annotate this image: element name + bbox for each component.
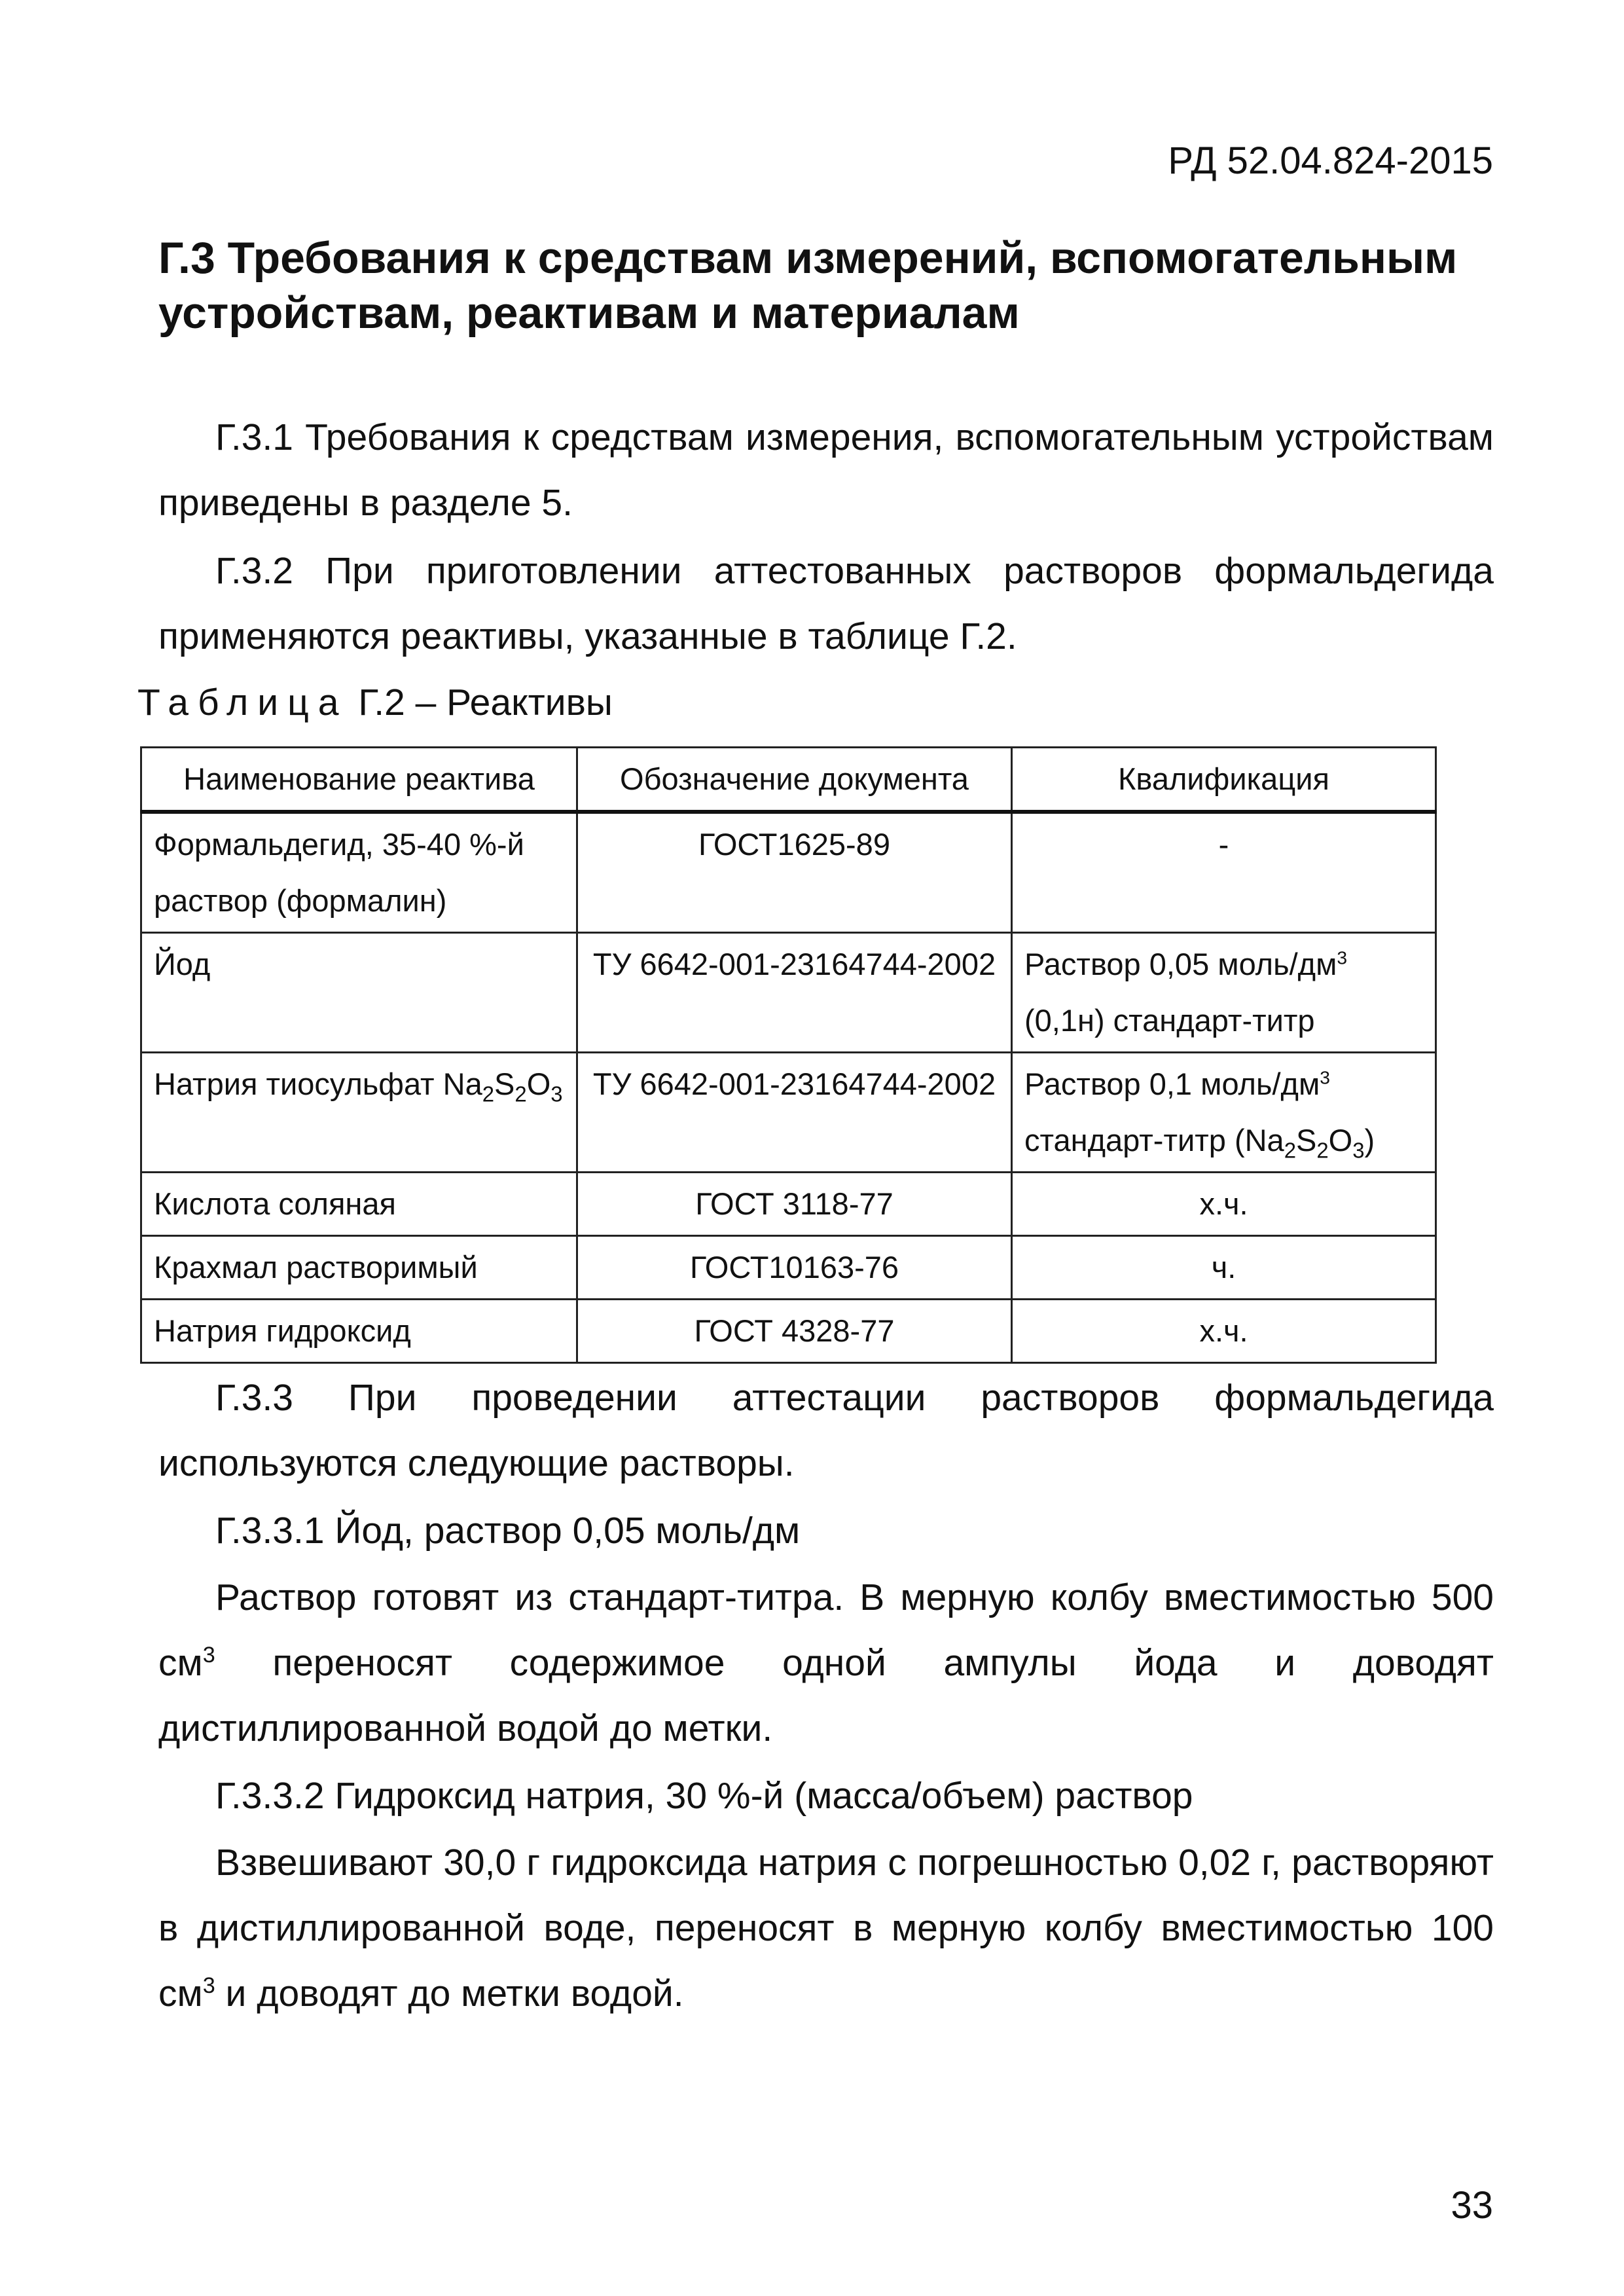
formula-sub-3: 3 [550,1082,563,1106]
qualification-text-rest: (0,1н) стандарт-титр [1024,1003,1315,1038]
paragraph-g-3-3-2 [158,1830,1494,2026]
document-designation: ТУ 6642-001-23164744-2002 [577,933,1012,1053]
paragraph-g-3-2: Г.3.2 При приготовлении аттестованных растворов формальдегида применяются реактивы, указанные в таблице Г.2. [158,550,1494,657]
document-designation: ГОСТ 3118-77 [577,1173,1012,1236]
qualification-text-end: ) [1364,1123,1375,1157]
table-row [141,1236,1436,1300]
qualification [1012,933,1436,1053]
qualification-text: Раствор 0,05 моль/дм [1024,947,1337,981]
paragraph-g-3-3-1 [158,1565,1494,1761]
document-designation: ТУ 6642-001-23164744-2002 [577,1053,1012,1173]
table-caption-word: Таблица [137,682,348,723]
document-designation: ГОСТ10163-76 [577,1236,1012,1300]
formula-sub-2a: 2 [1284,1138,1296,1163]
reagent-name: Формальдегид, 35-40 %-й раствор (формалин) [141,812,577,933]
superscript-3: 3 [1320,1066,1330,1088]
subsection-title-g-3-3-1: Г.3.3.1 Йод, раствор 0,05 моль/дм [215,1510,801,1552]
table-row [141,1300,1436,1363]
qualification: - [1012,812,1436,933]
reagent-name: Йод [141,933,577,1053]
formula-sub-2a: 2 [482,1082,495,1106]
document-designation: ГОСТ 4328-77 [577,1300,1012,1363]
reagent-name: Крахмал растворимый [141,1236,577,1300]
column-header-qualification: Квалификация [1012,748,1436,812]
superscript-3: 3 [202,1973,215,1998]
section-heading-line-2: устройствам, реактивам и материалам [158,288,1020,338]
column-header-reagent: Наименование реактива [141,748,577,812]
paragraph-text: Раствор готовят из стандарт-титра. В мерную колбу вместимостью 500 см [158,1576,1494,1684]
formula-na: Na [1244,1123,1284,1157]
qualification: х.ч. [1012,1300,1436,1363]
table-row [141,1173,1436,1236]
section-heading-line-1: Г.3 Требования к средствам измерений, вспомогательным [158,233,1458,283]
reagent-name [141,1053,577,1173]
table-row [141,812,1436,933]
subsection-title-g-3-3-2: Г.3.3.2 Гидроксид натрия, 30 %-й (масса/объем) раствор [215,1775,1193,1817]
paragraph-g-3-1: Г.3.1 Требования к средствам измерения, вспомогательным устройствам приведены в разделе 5. [158,416,1494,524]
formula-sub-2b: 2 [1316,1138,1329,1163]
reagents-table [140,746,1437,1364]
table-header-row [141,748,1436,812]
qualification-text: Раствор 0,1 моль/дм [1024,1066,1320,1101]
section-heading [158,230,1494,340]
chemical-formula [1244,1123,1365,1163]
formula-s: S [494,1066,515,1101]
qualification: ч. [1012,1236,1436,1300]
formula-s: S [1296,1123,1317,1157]
superscript-3: 3 [1337,947,1348,968]
table-caption [137,681,613,724]
formula-o: O [526,1066,551,1101]
column-header-document: Обозначение документа [577,748,1012,812]
document-designation: ГОСТ1625-89 [577,812,1012,933]
formula-o: O [1328,1123,1353,1157]
paragraph-text-rest: и доводят до метки водой. [215,1973,684,2014]
paragraph-text-rest: переносят содержимое одной ампулы йода и доводят дистиллированной водой до метки. [158,1642,1494,1749]
chemical-formula [442,1066,563,1106]
table-row [141,1053,1436,1173]
qualification [1012,1053,1436,1173]
page-number: 33 [1451,2184,1493,2227]
qualification-text-mid: стандарт-титр ( [1024,1123,1245,1157]
paragraph-text: Взвешивают 30,0 г гидроксида натрия с погрешностью 0,02 г, растворяют в дистиллированной воде, переносят в мерную колбу вместимостью 100 см [158,1842,1494,2014]
formula-na: Na [442,1066,482,1101]
superscript-3: 3 [202,1643,215,1667]
document-code: РД 52.04.824-2015 [1168,139,1493,182]
reagent-name-text: Натрия тиосульфат [154,1066,443,1101]
reagent-name: Кислота соляная [141,1173,577,1236]
table-caption-title: Г.2 – Реактивы [348,682,613,723]
paragraph-g-3-3: Г.3.3 При проведении аттестации растворов формальдегида используются следующие растворы. [158,1377,1494,1484]
formula-sub-3: 3 [1352,1138,1365,1163]
table-row [141,933,1436,1053]
qualification: х.ч. [1012,1173,1436,1236]
formula-sub-2b: 2 [514,1082,527,1106]
reagent-name: Натрия гидроксид [141,1300,577,1363]
